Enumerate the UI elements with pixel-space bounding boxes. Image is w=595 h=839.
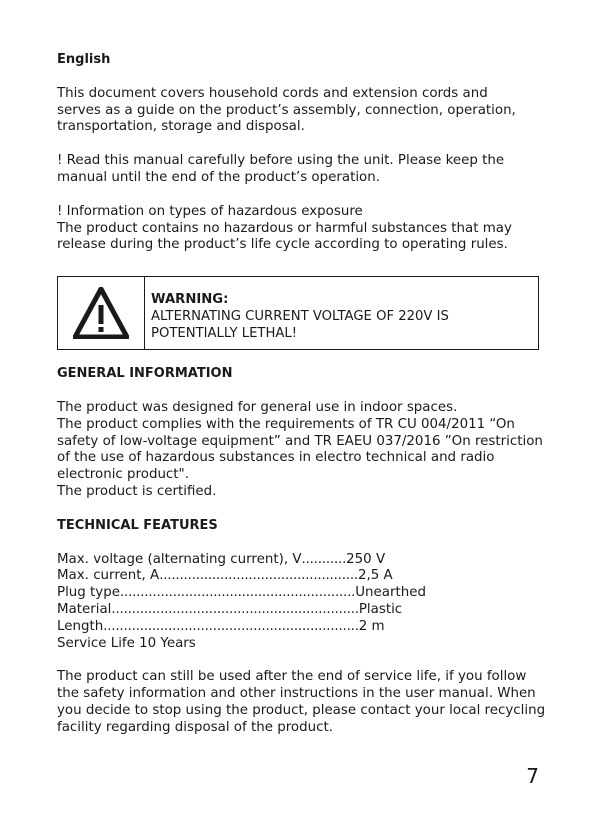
- warning-box: [57, 276, 539, 350]
- intro-line: transportation, storage and disposal.: [57, 119, 305, 135]
- warning-triangle-icon: [73, 287, 129, 339]
- intro-paragraph: [57, 86, 539, 136]
- spec-leader-dots: ...........: [301, 551, 347, 567]
- spec-label: Length: [57, 618, 104, 634]
- general-information-paragraph: [57, 399, 543, 501]
- general-information-heading: GENERAL INFORMATION: [57, 366, 233, 382]
- general-information-line: electronic product".: [57, 467, 189, 483]
- general-information-line: safety of low-voltage equipment” and TR EAEU 037/2016 ”On restriction: [57, 433, 543, 449]
- spec-row-max-current: [57, 568, 437, 585]
- hazard-notice-paragraph: [57, 204, 539, 254]
- technical-features-heading: TECHNICAL FEATURES: [57, 517, 218, 533]
- spec-value: Unearthed: [355, 585, 426, 601]
- spec-row-plug-type: [57, 585, 437, 602]
- page-number: 7: [526, 764, 539, 788]
- document-body: [57, 52, 546, 737]
- spec-row-material: [57, 602, 437, 619]
- warning-title: WARNING:: [151, 292, 229, 307]
- spec-leader-dots: .................................................: [159, 568, 358, 584]
- technical-features-list: [57, 552, 539, 653]
- closing-paragraph: [57, 669, 546, 736]
- spec-row-length: [57, 619, 437, 636]
- read-notice-line: manual until the end of the product’s operation.: [57, 169, 380, 185]
- closing-line: the safety information and other instructions in the user manual. When: [57, 686, 536, 702]
- read-notice-paragraph: [57, 153, 539, 187]
- spec-leader-dots: ...............................................................: [103, 618, 359, 634]
- spec-value: 250 V: [346, 551, 386, 567]
- intro-line: This document covers household cords and extension cords and: [57, 85, 488, 101]
- spec-label: Plug type: [57, 585, 120, 601]
- spec-value: 2,5 A: [357, 568, 393, 584]
- general-information-line: of the use of hazardous substances in electro technical and radio: [57, 450, 495, 466]
- closing-line: you decide to stop using the product, please contact your local recycling: [57, 702, 546, 718]
- spec-value: Plastic: [358, 601, 403, 617]
- general-information-line: The product is certified.: [57, 483, 217, 499]
- hazard-notice-line: release during the product’s life cycle according to operating rules.: [57, 237, 508, 253]
- warning-icon-cell: [58, 277, 145, 349]
- warning-message-line: ALTERNATING CURRENT VOLTAGE OF 220V IS: [151, 309, 449, 324]
- spec-row-max-voltage: [57, 552, 437, 569]
- language-heading: English: [57, 52, 111, 67]
- warning-text: [145, 277, 449, 349]
- spec-label: Max. voltage (alternating current), V: [57, 551, 302, 567]
- general-information-line: The product complies with the requirements of TR CU 004/2011 “On: [57, 416, 515, 432]
- spec-leader-dots: ..........................................................: [119, 585, 356, 601]
- spec-label: Material: [57, 601, 112, 617]
- intro-line: serves as a guide on the product’s assembly, connection, operation,: [57, 102, 516, 118]
- hazard-notice-line: The product contains no hazardous or harmful substances that may: [57, 220, 512, 236]
- hazard-notice-line: ! Information on types of hazardous exposure: [57, 203, 363, 219]
- closing-line: The product can still be used after the end of service life, if you follow: [57, 669, 527, 685]
- spec-label: Max. current, A: [57, 568, 160, 584]
- warning-message-line: POTENTIALLY LETHAL!: [151, 326, 298, 341]
- spec-leader-dots: .............................................................: [111, 601, 359, 617]
- service-life: Service Life 10 Years: [57, 635, 196, 651]
- read-notice-line: ! Read this manual carefully before using the unit. Please keep the: [57, 153, 505, 169]
- closing-line: facility regarding disposal of the product.: [57, 719, 333, 735]
- spec-value: 2 m: [358, 618, 385, 634]
- general-information-line: The product was designed for general use in indoor spaces.: [57, 399, 458, 415]
